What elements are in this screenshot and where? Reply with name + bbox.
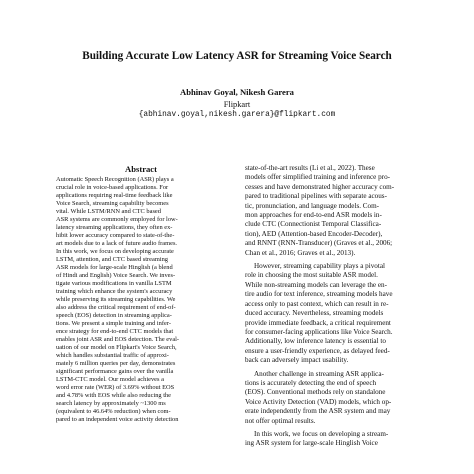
body-line: and RNNT (RNN-Transducer) (Graves et al., 2006; bbox=[245, 239, 393, 248]
body-line: access only to past context, which can result in re- bbox=[245, 299, 389, 308]
body-paragraph bbox=[245, 164, 421, 258]
author-email: {abhinav.goyal,nikesh.garera}@flipkart.com bbox=[138, 111, 336, 119]
body-line: not offer optimal results. bbox=[245, 416, 316, 425]
abstract-line: ASR systems are commonly employed for low- bbox=[56, 215, 178, 223]
body-line: role in choosing the most suitable ASR model. bbox=[245, 271, 378, 280]
body-line: ensure a user-friendly experience, as delayed feed- bbox=[245, 346, 390, 355]
body-line: models offer simplified training and inference pro- bbox=[245, 173, 391, 182]
body-line: (EOS). Conventional methods rely on standalone bbox=[245, 388, 386, 397]
body-line: Voice Activity Detection (VAD) models, which op- bbox=[245, 397, 392, 406]
body-line: In this work, we focus on developing a stream- bbox=[254, 429, 389, 438]
abstract-line: Automatic Speech Recognition (ASR) plays a bbox=[56, 176, 174, 183]
body-line: pared to traditional pipelines with separate acous- bbox=[245, 192, 387, 201]
abstract-line: mately 6 million queries per day, demonstrates bbox=[56, 359, 176, 367]
abstract-line: tions. We present a simple training and infer- bbox=[56, 319, 171, 327]
body-paragraph bbox=[245, 370, 421, 426]
abstract-line: Voice Search, streaming capability becomes bbox=[56, 199, 169, 207]
abstract-line: which handles substantial traffic of approxi- bbox=[56, 351, 169, 359]
abstract-line: pared to an independent voice activity detection bbox=[56, 415, 179, 423]
abstract-line: also address the critical requirement of end-of- bbox=[56, 303, 176, 311]
author-affiliation: Flipkart bbox=[223, 100, 251, 109]
body-line: ing ASR system for large-scale Hinglish Voice bbox=[245, 439, 378, 448]
abstract-line: latency streaming applications, they often ex- bbox=[56, 223, 173, 231]
body-line: While non-streaming models can leverage the en- bbox=[245, 280, 387, 289]
abstract-line: In this work, we focus on developing accurate bbox=[56, 247, 174, 255]
abstract-line: enables joint ASR and EOS detection. The eval- bbox=[56, 335, 180, 343]
abstract-heading: Abstract bbox=[125, 164, 157, 174]
abstract-line: art models due to a lack of future audio frames. bbox=[56, 239, 178, 247]
abstract-line: vital. While LSTM/RNN and CTC based bbox=[56, 207, 161, 215]
abstract-line: of Hindi and English) Voice Search. We inves- bbox=[56, 271, 176, 279]
abstract-line: ence strategy for end-to-end CTC models that bbox=[56, 327, 174, 335]
author-names: Abhinav Goyal, Nikesh Garera bbox=[180, 87, 294, 97]
abstract-line: speech (EOS) detection in streaming applica- bbox=[56, 311, 172, 319]
body-line: cesses and have demonstrated higher accuracy com- bbox=[245, 182, 395, 191]
abstract-line: while preserving its streaming capabilities. We bbox=[56, 295, 176, 303]
body-line: tions is accurately detecting the end of speech bbox=[245, 378, 377, 387]
body-line: tion), AED (Attention-based Encoder-Decoder), bbox=[245, 229, 383, 238]
abstract-text bbox=[56, 176, 226, 424]
body-line: state-of-the-art results (Li et al., 2022). These bbox=[245, 164, 375, 172]
abstract-line: tigate various modifications in vanilla LSTM bbox=[56, 279, 172, 287]
body-line: back can adversely impact usability. bbox=[245, 356, 349, 365]
body-line: erate independently from the ASR system and may bbox=[245, 407, 391, 416]
abstract-line: training which enhance the system's accuracy bbox=[56, 287, 173, 295]
abstract-line: ASR models for large-scale Hinglish (a blend bbox=[56, 263, 173, 271]
body-line: provide immediate feedback, a critical requirement bbox=[245, 318, 391, 327]
body-line: Chan et al., 2016; Graves et al., 2013). bbox=[245, 248, 356, 257]
paper-title: Building Accurate Low Latency ASR for Streaming Voice Search bbox=[82, 50, 392, 62]
body-line: clude CTC (Connectionist Temporal Classifica- bbox=[245, 220, 382, 229]
abstract-line: and 4.78% with EOS while also reducing the bbox=[56, 391, 172, 399]
abstract-line: LSTM-CTC model. Our model achieves a bbox=[56, 375, 164, 383]
body-paragraph bbox=[245, 262, 421, 365]
body-paragraph bbox=[245, 430, 421, 449]
body-line: Another challenge in streaming ASR applica- bbox=[254, 369, 384, 378]
body-line: However, streaming capability plays a pivotal bbox=[254, 262, 385, 271]
body-line: for consumer-facing applications like Voice Search. bbox=[245, 327, 393, 336]
body-line: duced accuracy. Nevertheless, streaming models bbox=[245, 309, 384, 318]
abstract-line: uation of our model on Flipkart's Voice Search, bbox=[56, 343, 177, 351]
body-line: tic, pronunciation, and language models. Com- bbox=[245, 201, 380, 210]
abstract-line: (equivalent to 46.64% reduction) when com- bbox=[56, 407, 171, 415]
abstract-line: applications requiring real-time feedback like bbox=[56, 191, 173, 199]
abstract-line: LSTM, attention, and CTC based streaming bbox=[56, 255, 168, 263]
body-line: mon approaches for end-to-end ASR models in- bbox=[245, 211, 382, 220]
abstract-line: significant performance gains over the vanilla bbox=[56, 367, 174, 375]
body-line: tire audio for text inference, streaming models have bbox=[245, 290, 393, 299]
abstract-line: search latency by approximately ~1300 ms bbox=[56, 399, 166, 407]
body-line: Additionally, low inference latency is essential to bbox=[245, 337, 386, 346]
body-text-column bbox=[245, 164, 421, 449]
abstract-line: crucial role in voice-based applications. For bbox=[56, 183, 169, 191]
abstract-line: hibit lower accuracy compared to state-of-the- bbox=[56, 231, 175, 239]
abstract-line: word error rate (WER) of 3.69% without EOS bbox=[56, 383, 175, 391]
